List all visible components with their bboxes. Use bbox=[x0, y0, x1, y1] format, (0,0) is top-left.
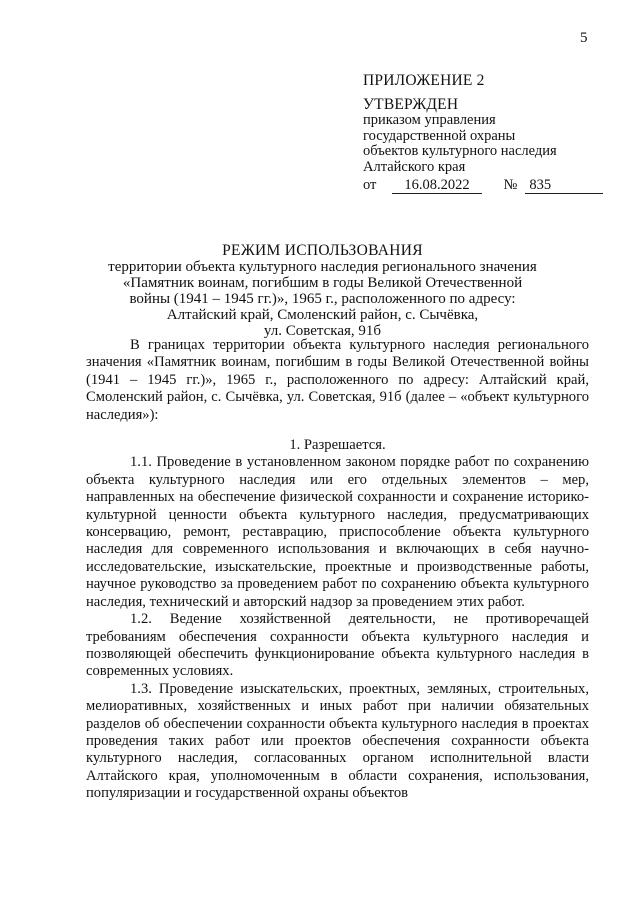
intro-paragraph: В границах территории объекта культурного наследия регионального значения «Памятник воинам, погибшим в годы Великой Отечественной войны (1941 – 1945 гг.)», 1965 г., расположенного по адресу: Алтайский край, Смоленский район, с. Сычёвка, ул. Советская, 91б (далее – «объект культурного наследия»): bbox=[86, 337, 589, 423]
document-body bbox=[86, 337, 589, 803]
list-item: 1.3. Проведение изыскательских, проектных, земляных, строительных, мелиоративных, хозяйственных и иных работ при наличии обязательных разделов об обеспечении сохранности объекта культурного наследия в проектах проведения таких работ или проектов обеспечения сохранности объекта культурного наследия, согласованных органом исполнительной власти Алтайского края, уполномоченным в области сохранения, использования, популяризации и государственной охраны объектов bbox=[86, 680, 589, 802]
list-item: 1.1. Проведение в установленном законом порядке работ по сохранению объекта культурного наследия или его отдельных элементов – мер, направленных на обеспечение физической сохранности и сохранение историко-культурной ценности объекта культурного наследия, предусматривающих консервацию, ремонт, реставрацию, приспособление объекта культурного наследия для современного использования и включающих в себя научно-исследовательские, изыскательские, проектные и производственные работы, научное руководство за проведением работ по сохранению объекта культурного наследия, технический и авторский надзор за проведением этих работ. bbox=[86, 454, 589, 610]
approval-line: приказом управления bbox=[363, 112, 496, 128]
approval-title: УТВЕРЖДЕН bbox=[363, 96, 459, 113]
approval-line: объектов культурного наследия bbox=[363, 143, 557, 159]
approval-block bbox=[363, 96, 603, 194]
appendix-label: ПРИЛОЖЕНИЕ 2 bbox=[363, 72, 485, 89]
order-from-label: от bbox=[363, 177, 377, 193]
approval-line: государственной охраны bbox=[363, 127, 516, 144]
title-block bbox=[60, 243, 585, 339]
document-title: РЕЖИМ ИСПОЛЬЗОВАНИЯ bbox=[222, 242, 423, 259]
title-line: Алтайский край, Смоленский район, с. Сычёвка, bbox=[166, 307, 479, 323]
title-line: ул. Советская, 91б bbox=[263, 323, 382, 339]
page-number: 5 bbox=[580, 30, 588, 46]
title-line: территории объекта культурного наследия регионального значения bbox=[108, 259, 537, 275]
list-item: 1.2. Ведение хозяйственной деятельности, не противоречащей требованиям обеспечения сохранности объекта культурного наследия и позволяющей обеспечить функционирование объекта культурного наследия в современных условиях. bbox=[86, 611, 589, 680]
order-line bbox=[363, 177, 603, 194]
approval-line: Алтайского края bbox=[363, 158, 466, 175]
order-date: 16.08.2022 bbox=[392, 177, 481, 194]
title-line: войны (1941 – 1945 гг.)», 1965 г., расположенного по адресу: bbox=[129, 291, 516, 307]
order-number-label: № bbox=[503, 177, 518, 193]
section-heading: 1. Разрешается. bbox=[289, 437, 386, 454]
order-number: 835 bbox=[525, 177, 603, 194]
title-line: «Памятник воинам, погибшим в годы Великой Отечественной bbox=[122, 275, 523, 291]
